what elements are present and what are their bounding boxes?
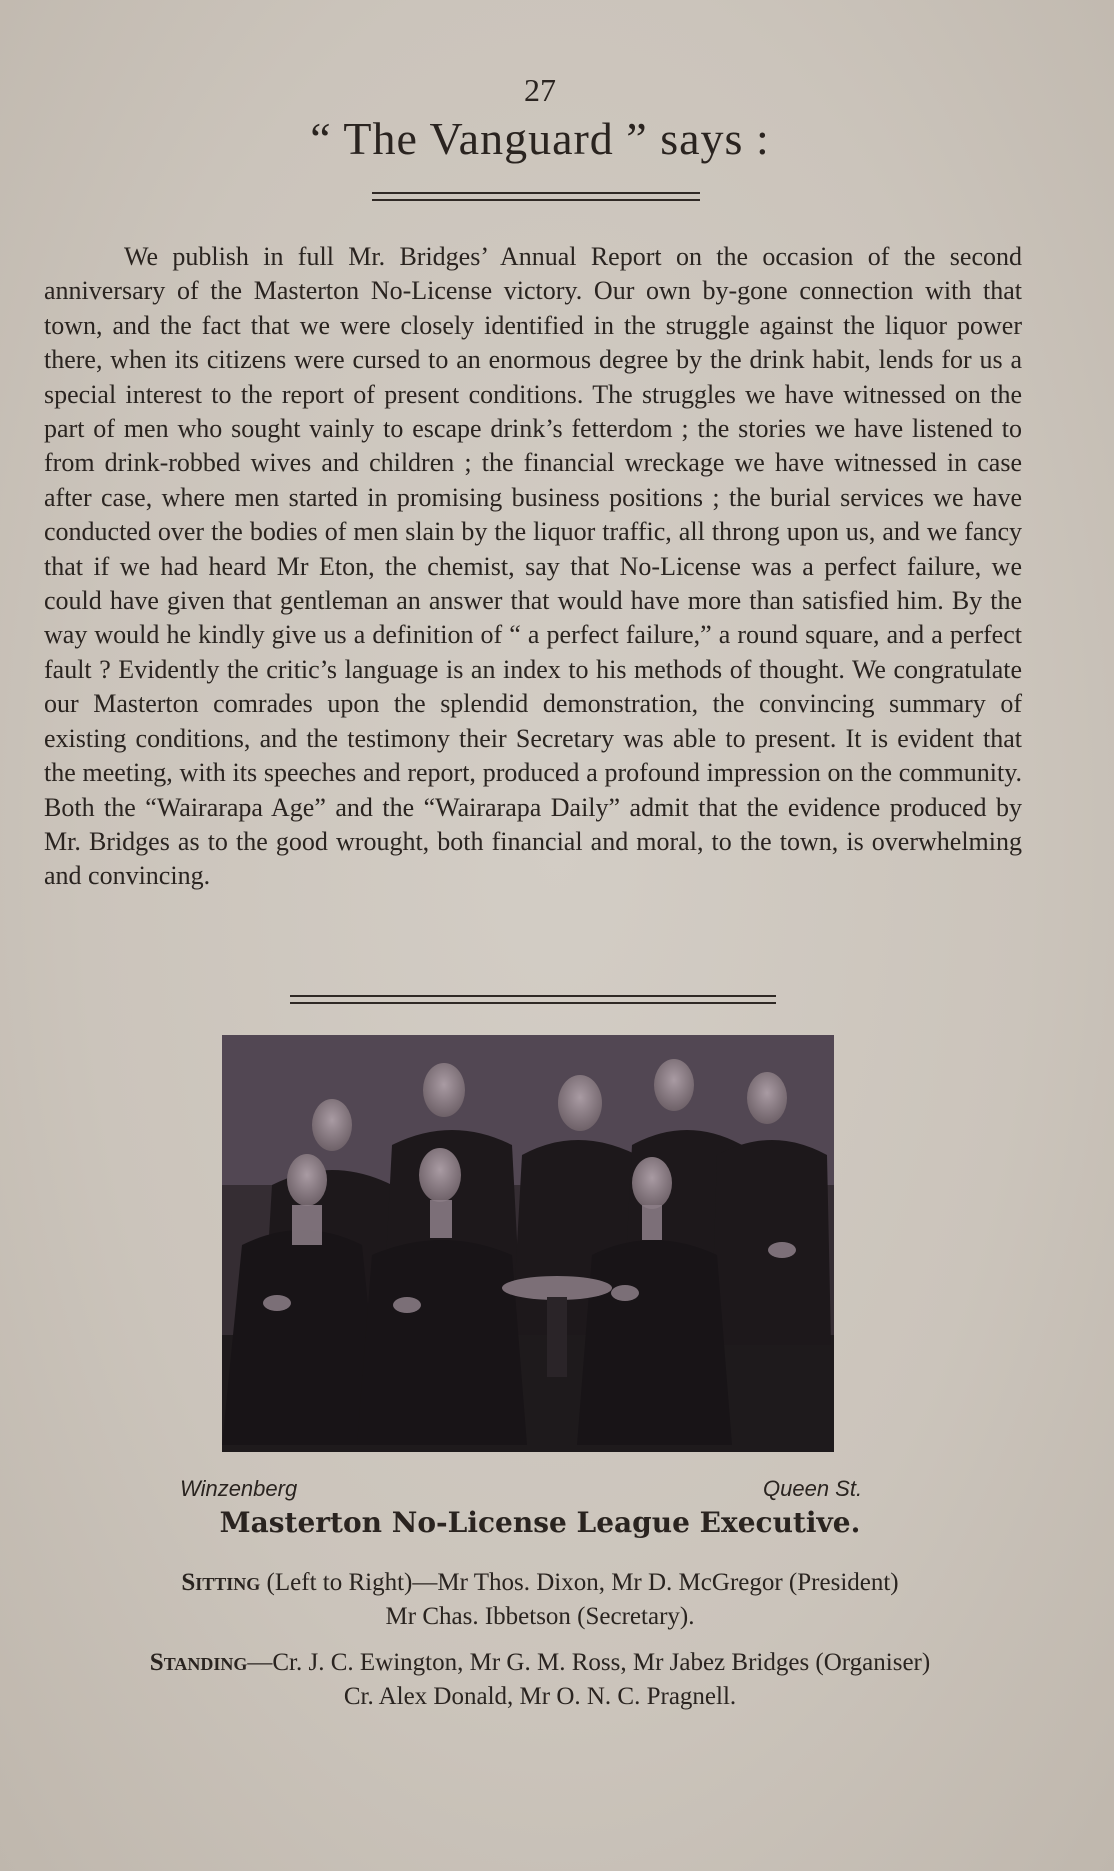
sitting-label: Sitting bbox=[181, 1569, 261, 1596]
section-double-rule bbox=[290, 995, 776, 1009]
page-number: 27 bbox=[524, 72, 556, 108]
rule-line bbox=[290, 995, 776, 997]
caption-sitting bbox=[0, 1566, 1080, 1634]
rule-line bbox=[372, 192, 700, 194]
caption-title: Masterton No-License League Executive. bbox=[219, 1506, 861, 1539]
caption-standing-line-2: Cr. Alex Donald, Mr O. N. C. Pragnell. bbox=[343, 1683, 737, 1710]
article-paragraph: We publish in full Mr. Bridges’ Annual Report on the occasion of the second anniversary of the Masterton No-License victory. Our own by-gone connection with that town, and the fact that we were closely identified in the struggle against the liquor power there, when its citizens were cursed to an enormous degree by the drink habit, lends for us a special interest to the report of present conditions. The struggles we have witnessed on the part of men who sought vainly to escape drink’s fetterdom ; the stories we have listened to from drink-robbed wives and children ; the financial wreckage we have witnessed in case after case, where men started in promising business positions ; the burial services we have conducted over the bodies of men slain by the liquor traffic, all throng upon us, and we fancy that if we had heard Mr Eton, the chemist, say that No-License was a perfect failure, we could have given that gentleman an answer that would have more than satisfied him. By the way would he kindly give us a definition of “ a perfect failure,” a round square, and a perfect fault ? Evidently the critic’s language is an index to his methods of thought. We congratulate our Masterton comrades upon the splendid demonstration, the convincing summary of existing conditions, and the testimony their Secretary was able to present. It is evident that the meeting, with its speeches and report, produced a profound impression on the community. Both the “Wairarapa Age” and the “Wairarapa Daily” admit that the evidence produced by Mr. Bridges as to the good wrought, both financial and moral, to the town, is overwhelming and convincing. bbox=[44, 242, 1022, 891]
page-heading: “ The Vanguard ” says : bbox=[310, 113, 770, 164]
rule-line bbox=[372, 199, 700, 201]
group-photograph bbox=[222, 1035, 834, 1452]
group-photograph-image bbox=[222, 1035, 834, 1452]
photo-credit-left: Winzenberg bbox=[180, 1476, 298, 1501]
photo-credit-right: Queen St. bbox=[763, 1476, 863, 1501]
caption-standing-line-1 bbox=[0, 1646, 1080, 1680]
sitting-names-1: (Left to Right)—Mr Thos. Dixon, Mr D. McGregor (President) bbox=[260, 1569, 899, 1596]
standing-names-1: —Cr. J. C. Ewington, Mr G. M. Ross, Mr Jabez Bridges (Organiser) bbox=[247, 1649, 931, 1676]
caption-sitting-line-2: Mr Chas. Ibbetson (Secretary). bbox=[385, 1603, 695, 1630]
heading-double-rule bbox=[372, 192, 700, 206]
caption-standing bbox=[0, 1646, 1080, 1714]
caption-sitting-line-1 bbox=[0, 1566, 1080, 1600]
rule-line bbox=[290, 1002, 776, 1004]
standing-label: Standing bbox=[149, 1649, 248, 1676]
